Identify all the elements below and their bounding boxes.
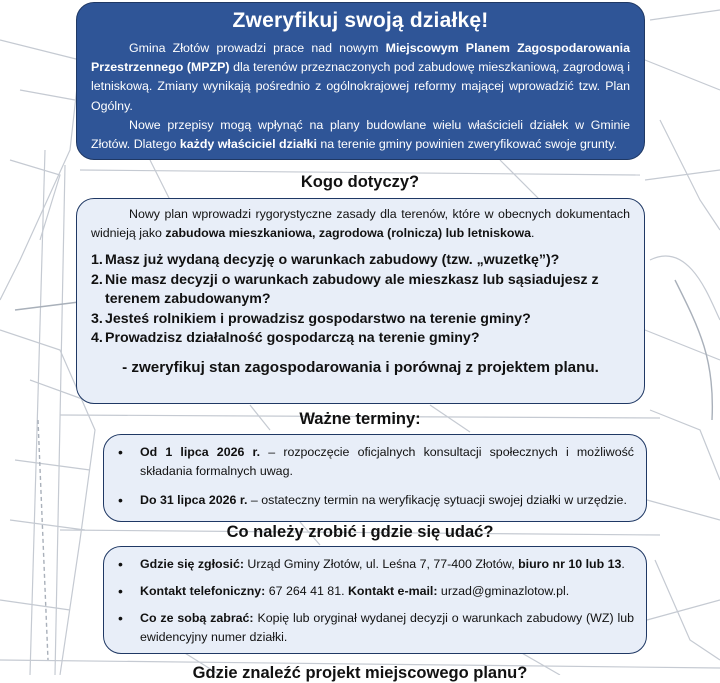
email-link[interactable]: urzad@gminazlotow.pl. (437, 584, 570, 598)
hero-title: Zweryfikuj swoją działkę! (232, 9, 489, 32)
list-item: • Kontakt telefoniczny: 67 264 41 81. Kontakt e-mail: urzad@gminazlotow.pl. (118, 583, 570, 599)
list-item: 1. Masz już wydaną decyzję o warunkach zabudowy (tzw. „wuzetkę”)? (91, 252, 560, 268)
section-heading-terms: Ważne terminy: (299, 410, 421, 428)
section-heading-where: Co należy zrobić i gdzie się udać? (226, 523, 494, 541)
bullet-icon: • (118, 583, 123, 599)
kogo-question-list (91, 251, 630, 349)
bullet-icon: • (118, 610, 123, 626)
list-item: • Do 31 lipca 2026 r. – ostateczny termin na weryfikację sytuacji swojej działki w urzędzie. (118, 492, 627, 508)
list-item: 4. Prowadzisz działalność gospodarczą na terenie gminy? (91, 330, 480, 346)
kogo-call-to-action: - zweryfikuj stan zagospodarowania i porównaj z projektem planu. (122, 358, 599, 376)
terms-list (116, 443, 634, 510)
list-item: 3. Jesteś rolnikiem i prowadzisz gospodarstwo na terenie gminy? (91, 310, 531, 327)
list-item: • Co ze sobą zabrać: Kopię lub oryginał wydanej decyzji o warunkach zabudowy (WZ) lub ewidencyjny numer działki. (118, 610, 634, 644)
hero-paragraph-2: Nowe przepisy mogą wpłynąć na plany budowlane wielu właścicieli działek w Gminie Złotów. Dlatego każdy właściciel działki na terenie gminy powinien zweryfikować swoje grunty. (91, 117, 630, 152)
section-heading-next: Gdzie znaleźć projekt miejscowego planu? (192, 664, 528, 682)
kogo-intro: Nowy plan wprowadzi rygorystyczne zasady dla terenów, które w obecnych dokumentach widnieją jako zabudowa mieszkaniowa, zagrodowa (rolnicza) lub letniskowa. (91, 207, 630, 240)
section-heading-kogo: Kogo dotyczy? (300, 173, 420, 191)
list-item: 2. Nie masz decyzji o warunkach zabudowy ale mieszkasz lub sąsiadujesz z terenem zabudowanym? (91, 271, 599, 307)
where-list (116, 555, 634, 647)
hero-paragraph-1: Gmina Złotów prowadzi prace nad nowym Miejscowym Planem Zagospodarowania Przestrzennego (MPZP) dla terenów przeznaczonych pod zabudowę mieszkaniową, zagrodową i letniskową. Zmiany wynikają pośrednio z ogólnokrajowej reformy mającej wprowadzić tzw. Plan Ogólny. (91, 41, 630, 113)
bullet-icon: • (118, 492, 123, 508)
list-item: • Od 1 lipca 2026 r. – rozpoczęcie oficjalnych konsultacji społecznych i możliwość składania formalnych uwag. (118, 444, 634, 478)
hero-panel (76, 2, 645, 160)
where-panel (103, 546, 647, 654)
bullet-icon: • (118, 556, 123, 572)
terms-panel (103, 434, 647, 522)
bullet-icon: • (118, 444, 123, 460)
kogo-panel (76, 198, 645, 404)
list-item: • Gdzie się zgłosić: Urząd Gminy Złotów, ul. Leśna 7, 77-400 Złotów, biuro nr 10 lub 13. (118, 556, 625, 572)
